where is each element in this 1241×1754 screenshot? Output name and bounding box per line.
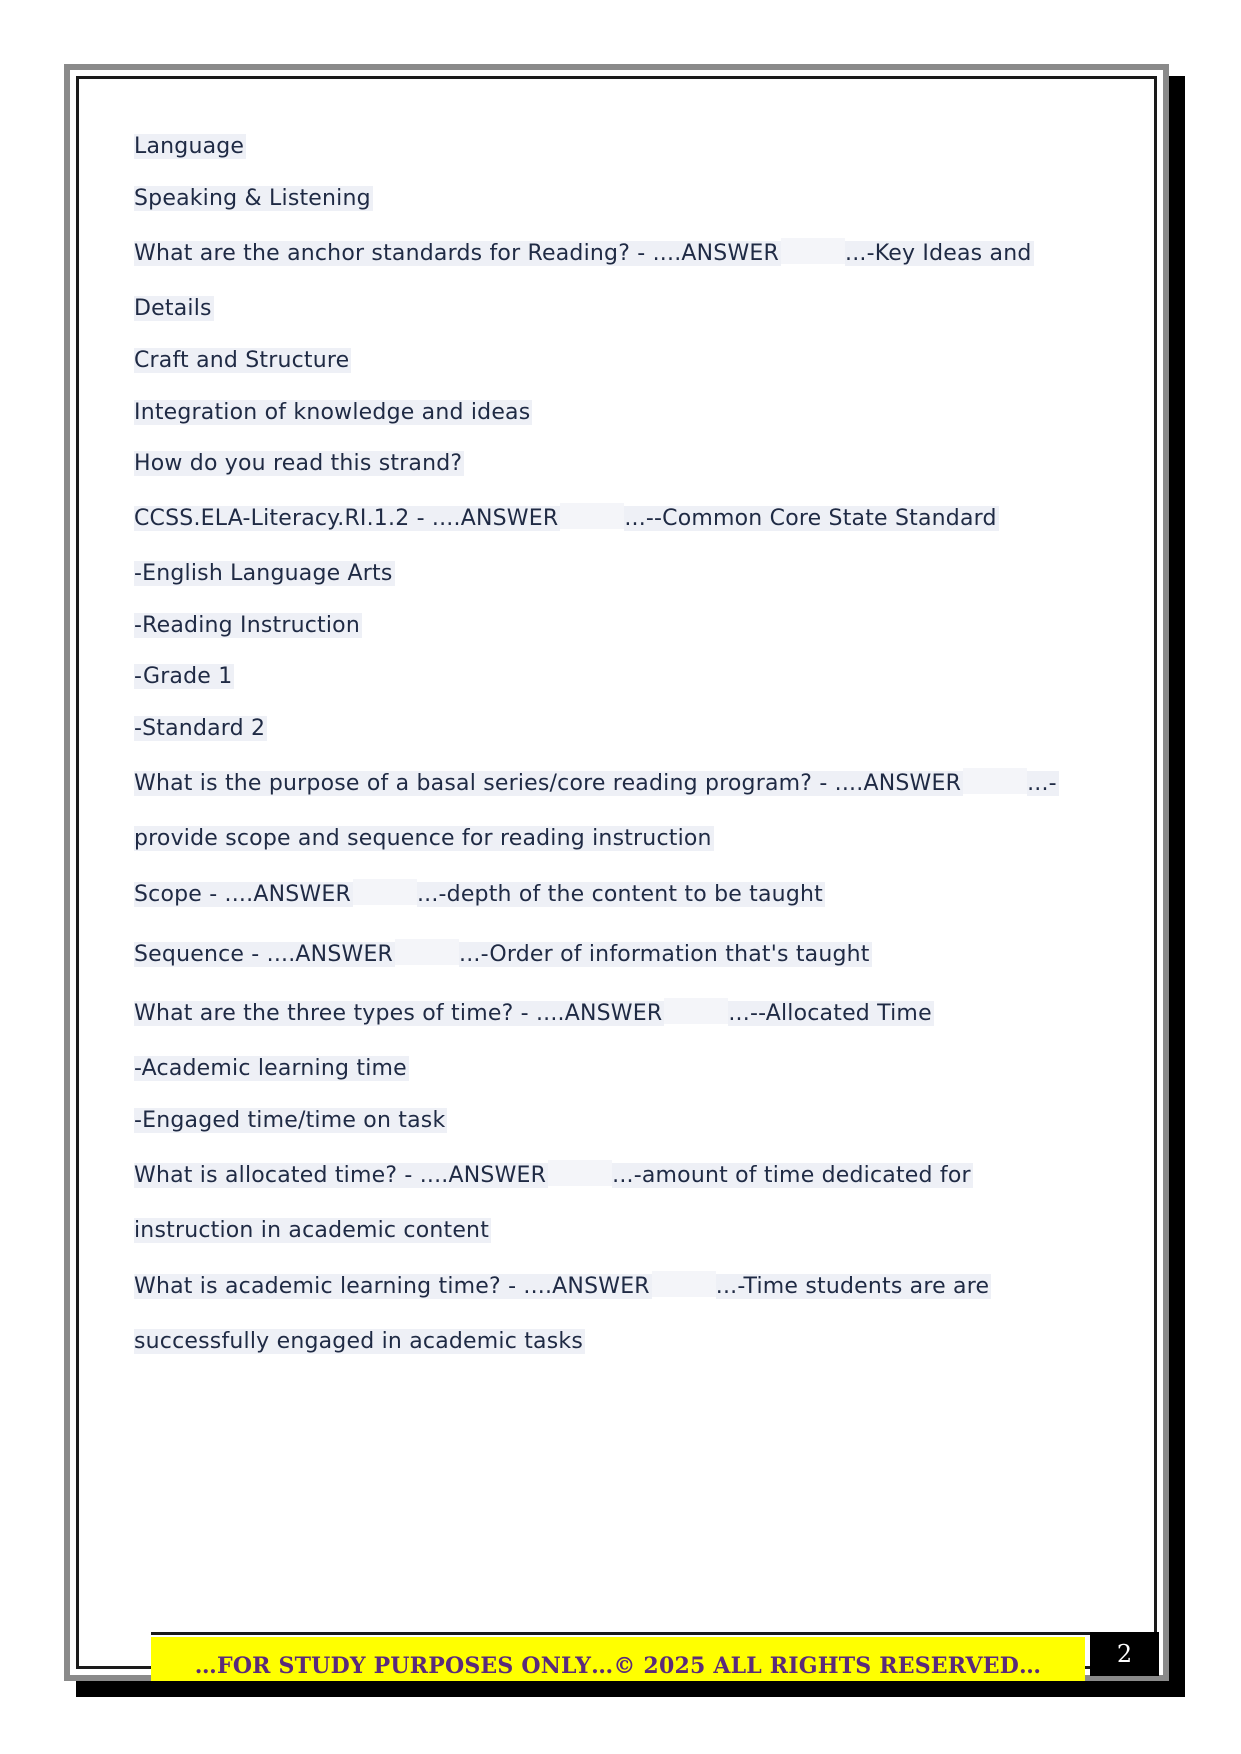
answer-gap (353, 879, 417, 905)
line-text: -Engaged time/time on task (134, 1108, 446, 1133)
answer-gap (664, 998, 728, 1024)
question-text: What is the purpose of a basal series/core reading program? - ....ANSWER (134, 771, 962, 796)
text-line (134, 714, 267, 744)
text-line (134, 1271, 991, 1301)
page-number: 2 (1090, 1632, 1159, 1676)
line-text: Details (134, 296, 212, 321)
text-line (134, 294, 214, 324)
text-line (134, 939, 872, 969)
question-text: CCSS.ELA-Literacy.RI.1.2 - ....ANSWER (134, 506, 559, 531)
footer-rule (151, 1632, 1159, 1635)
text-line (134, 132, 246, 162)
answer-text: ...-amount of time dedicated for (612, 1163, 971, 1188)
text-line (134, 559, 395, 589)
answer-text: ...- (1027, 771, 1057, 796)
text-line (134, 1054, 409, 1084)
line-text: Speaking & Listening (134, 186, 371, 211)
page-frame (64, 64, 1169, 1681)
footer-band (151, 1637, 1085, 1681)
answer-text: ...-Time students are are (715, 1274, 990, 1299)
line-text: Craft and Structure (134, 348, 350, 373)
answer-gap (560, 503, 624, 529)
text-line (134, 998, 934, 1028)
text-line (134, 398, 532, 428)
text-line (134, 1216, 491, 1246)
answer-text: ...--Allocated Time (728, 1001, 932, 1026)
text-line (134, 662, 234, 692)
document-body (79, 79, 1154, 1666)
text-line (134, 503, 999, 533)
answer-gap (548, 1160, 612, 1186)
line-text: Integration of knowledge and ideas (134, 400, 531, 425)
line-text: -Academic learning time (134, 1056, 407, 1081)
text-line (134, 611, 362, 641)
line-text: instruction in academic content (134, 1218, 490, 1243)
text-line (134, 346, 351, 376)
text-line (134, 238, 1034, 268)
line-text: How do you read this strand? (134, 451, 463, 476)
text-line (134, 768, 1059, 798)
text-line (134, 1327, 585, 1357)
text-line (134, 1160, 973, 1190)
line-text: -Grade 1 (134, 664, 233, 689)
answer-gap (652, 1271, 716, 1297)
answer-gap (395, 939, 459, 965)
line-text: -Reading Instruction (134, 613, 360, 638)
line-text: -Standard 2 (134, 716, 266, 741)
text-line (134, 824, 714, 854)
question-text: What are the anchor standards for Reading? - ....ANSWER (134, 241, 779, 266)
answer-text: ...-depth of the content to be taught (416, 882, 823, 907)
line-text: successfully engaged in academic tasks (134, 1329, 583, 1354)
question-text: What are the three types of time? - ....ANSWER (134, 1001, 663, 1026)
text-line (134, 1106, 447, 1136)
answer-gap (963, 768, 1027, 794)
answer-text: ...--Common Core State Standard (624, 506, 997, 531)
line-text: Language (134, 134, 245, 159)
text-line (134, 449, 464, 479)
answer-text: ...-Order of information that's taught (459, 942, 870, 967)
question-text: Sequence - ....ANSWER (134, 942, 394, 967)
question-text: What is academic learning time? - ....ANSWER (134, 1274, 650, 1299)
question-text: What is allocated time? - ....ANSWER (134, 1163, 547, 1188)
answer-gap (781, 238, 845, 264)
page-inner-border (76, 76, 1157, 1669)
footer-text: …FOR STUDY PURPOSES ONLY…© 2025 ALL RIGHTS RESERVED… (194, 1653, 1042, 1679)
line-text: -English Language Arts (134, 561, 393, 586)
answer-text: ...-Key Ideas and (845, 241, 1032, 266)
text-line (134, 879, 825, 909)
text-line (134, 184, 373, 214)
question-text: Scope - ....ANSWER (134, 882, 351, 907)
line-text: provide scope and sequence for reading instruction (134, 826, 712, 851)
